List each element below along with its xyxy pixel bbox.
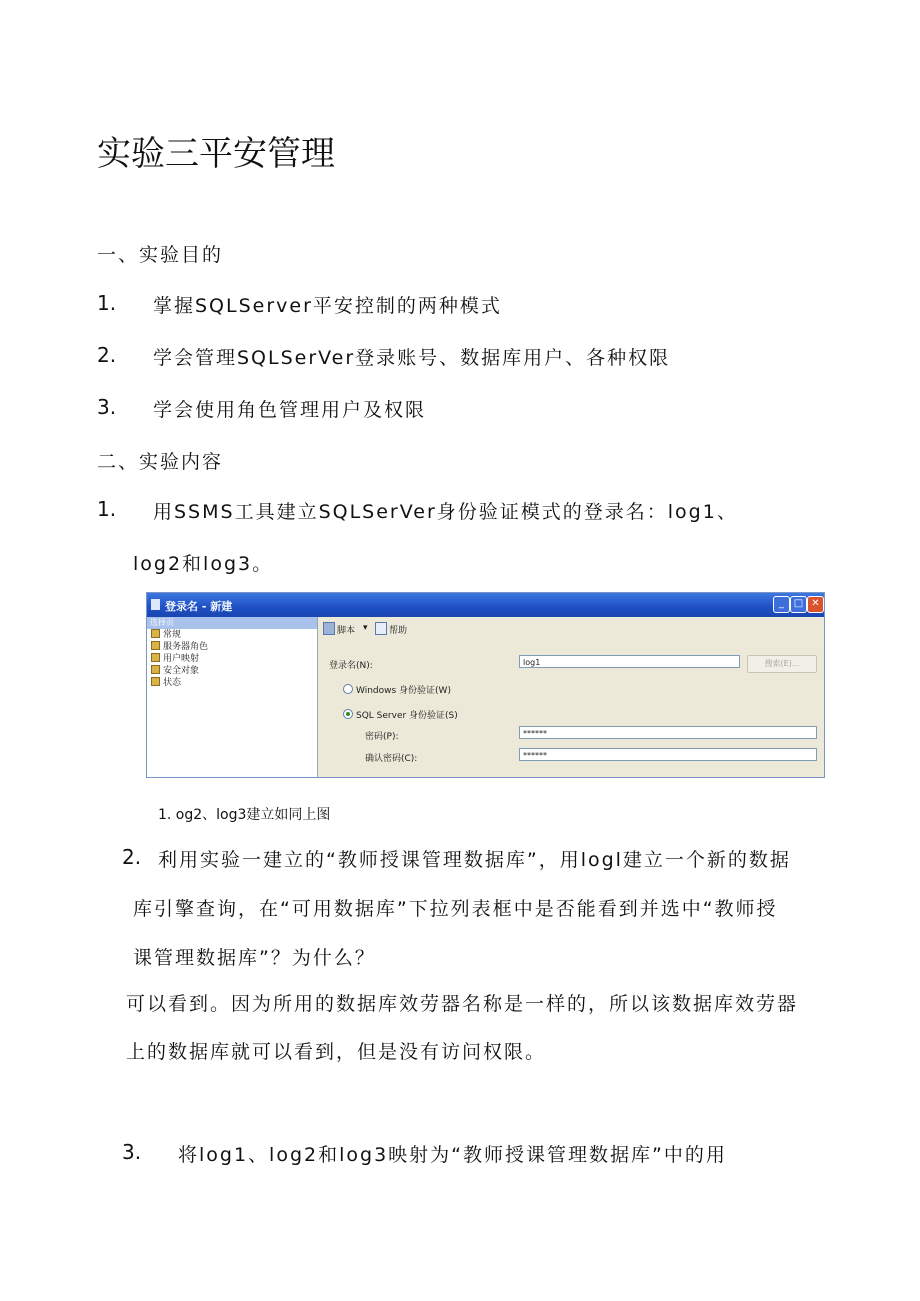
help-button: 帮助 (389, 626, 408, 636)
list-number: 1. (97, 291, 117, 315)
figure-caption: 1. og2、log3建立如同上图 (158, 807, 331, 823)
list-number: 1. (97, 497, 117, 521)
script-icon (323, 622, 335, 635)
page-item-status: 状态 (147, 677, 317, 689)
page-icon (151, 677, 160, 686)
search-button: 搜索(E)... (747, 655, 817, 673)
password-field: ****** (519, 726, 817, 739)
answer-text: 可以看到。因为所用的数据库效劳器名称是一样的，所以该数据库效劳器 (126, 993, 799, 1015)
maximize-icon: □ (790, 596, 807, 613)
select-page-header: 选择页 (147, 617, 317, 629)
dialog-title-bar (147, 593, 824, 617)
sql-auth-label: SQL Server 身份验证(S) (356, 711, 458, 721)
chevron-down-icon: ▾ (363, 623, 368, 633)
section-heading-content: 二、实验内容 (97, 451, 224, 473)
list-item: 用SSMS工具建立SQLSerVer身份验证模式的登录名：log1、 (153, 501, 738, 523)
list-number: 3. (122, 1140, 142, 1164)
windows-auth-label: Windows 身份验证(W) (356, 686, 451, 696)
password-label: 密码(P): (365, 732, 399, 742)
list-number: 2. (122, 845, 142, 869)
help-icon (375, 622, 387, 635)
list-item-continuation: 库引擎查询，在“可用数据库”下拉列表框中是否能看到并选中“教师授 (133, 898, 778, 920)
script-button: 脚本 (337, 626, 356, 636)
answer-text: 上的数据库就可以看到，但是没有访问权限。 (126, 1041, 547, 1063)
login-name-field: log1 (519, 655, 740, 668)
page-item-user-mapping: 用户映射 (147, 653, 317, 665)
page-item-general: 常规 (147, 629, 317, 641)
list-item: 利用实验一建立的“教师授课管理数据库”，用logl建立一个新的数据 (158, 849, 791, 871)
page-item-server-roles: 服务器角色 (147, 641, 317, 653)
page-icon (151, 629, 160, 638)
login-dialog-screenshot (146, 592, 825, 778)
page-title: 实验三平安管理 (97, 134, 335, 174)
confirm-password-label: 确认密码(C): (365, 754, 418, 764)
list-item: 学会管理SQLSerVer登录账号、数据库用户、各种权限 (153, 347, 671, 369)
list-item-continuation: log2和log3。 (133, 553, 274, 575)
page-item-securables: 安全对象 (147, 665, 317, 677)
page-icon (151, 653, 160, 662)
window-icon (151, 599, 160, 610)
section-heading-purpose: 一、实验目的 (97, 244, 224, 266)
close-icon: ✕ (807, 596, 824, 613)
confirm-password-field: ****** (519, 748, 817, 761)
list-number: 2. (97, 343, 117, 367)
list-item: 将log1、log2和log3映射为“教师授课管理数据库”中的用 (178, 1144, 727, 1166)
login-name-label: 登录名(N): (329, 661, 373, 671)
page-icon (151, 641, 160, 650)
list-item: 掌握SQLServer平安控制的两种模式 (153, 295, 502, 317)
windows-auth-radio (343, 684, 353, 694)
list-item: 学会使用角色管理用户及权限 (153, 399, 427, 421)
minimize-icon: _ (773, 596, 790, 613)
dialog-title: 登录名 - 新建 (165, 600, 233, 613)
list-item-continuation: 课管理数据库”？为什么？ (133, 947, 376, 969)
page-icon (151, 665, 160, 674)
sql-auth-radio (343, 709, 353, 719)
list-number: 3. (97, 395, 117, 419)
select-page-pane (147, 617, 318, 777)
